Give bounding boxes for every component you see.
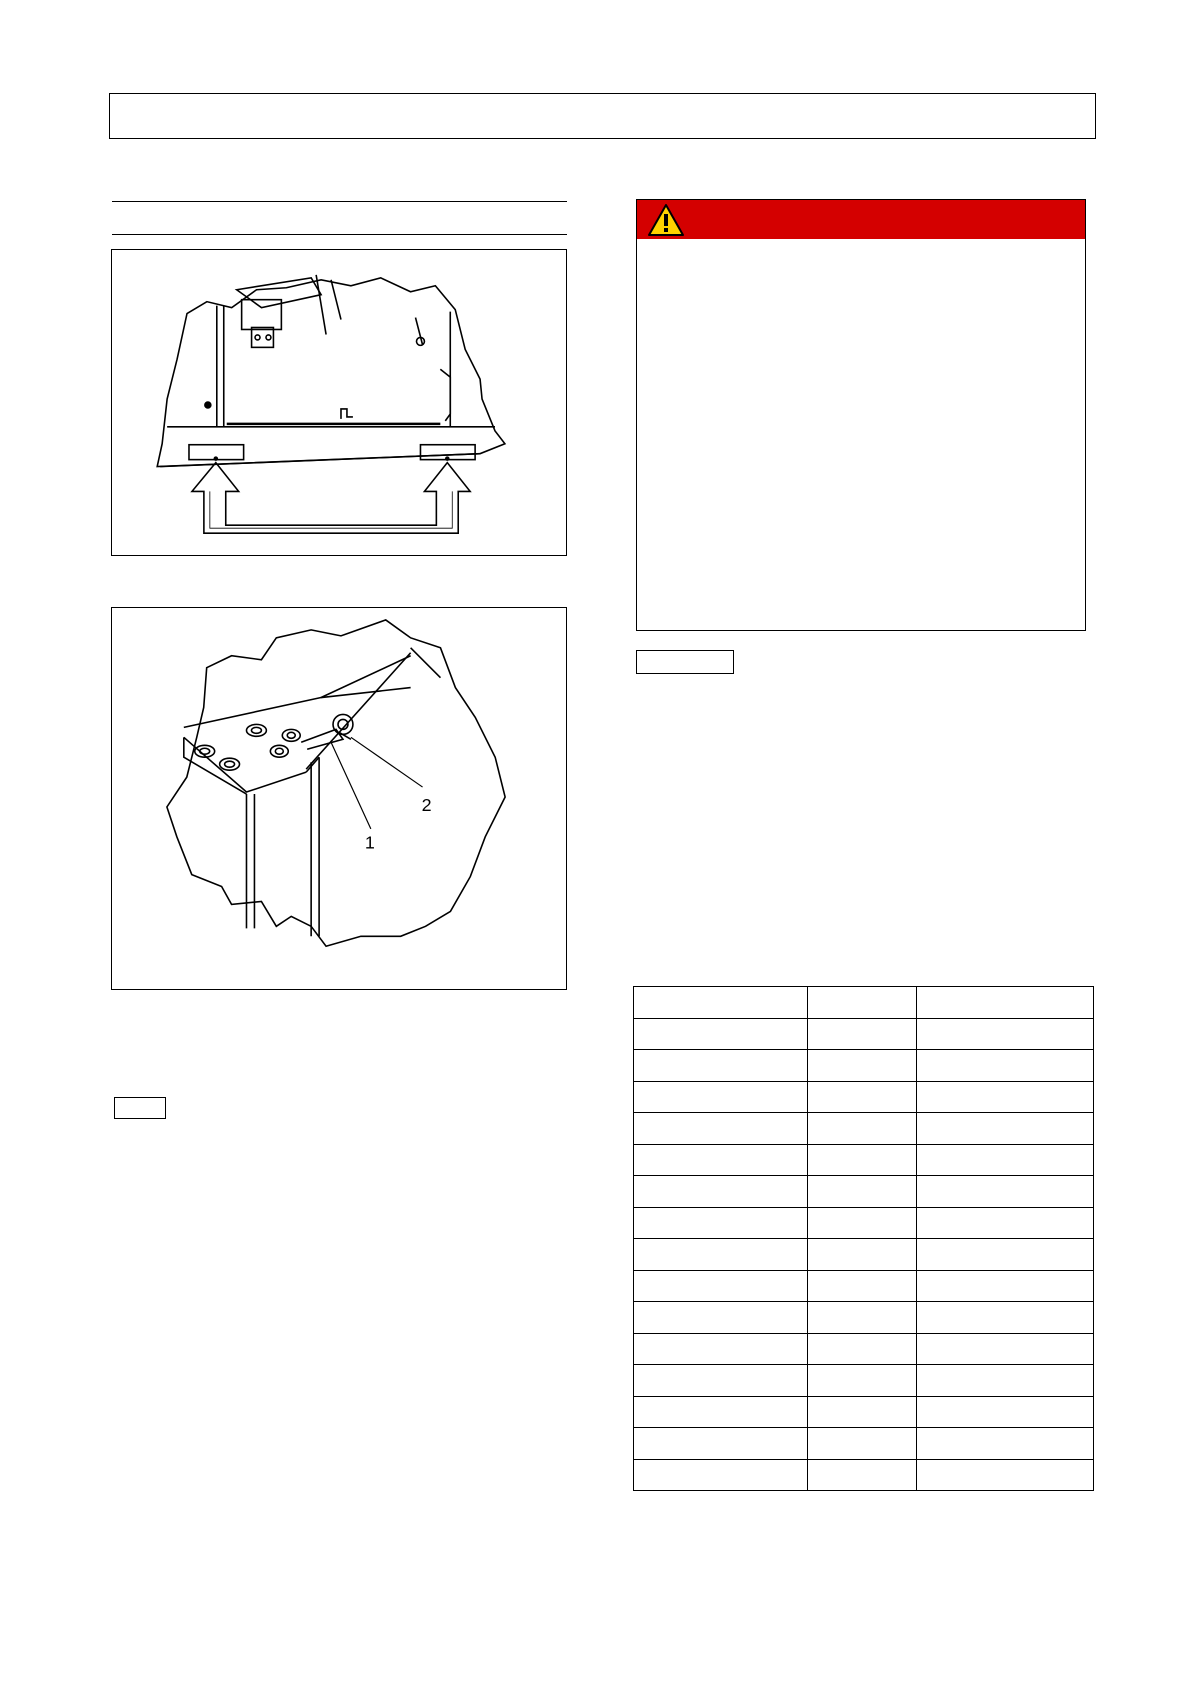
table-cell <box>634 1207 808 1239</box>
figure-side-view <box>111 249 567 556</box>
table-cell <box>808 987 917 1019</box>
warning-header-bar <box>637 200 1085 239</box>
table-cell <box>634 987 808 1019</box>
spec-table <box>633 986 1094 1491</box>
spec-table-body <box>634 987 1094 1491</box>
section-rule-top <box>112 201 567 202</box>
table-cell <box>808 1239 917 1271</box>
table-cell <box>634 1333 808 1365</box>
table-row <box>634 1113 1094 1145</box>
table-cell <box>917 987 1094 1019</box>
label-box-left <box>114 1097 166 1119</box>
table-cell <box>808 1428 917 1460</box>
table-cell <box>917 1113 1094 1145</box>
table-cell <box>917 1207 1094 1239</box>
table-cell <box>917 1081 1094 1113</box>
table-cell <box>634 1050 808 1082</box>
callout-2: 2 <box>421 794 432 815</box>
table-cell <box>808 1144 917 1176</box>
warning-triangle-icon <box>647 203 685 237</box>
table-row <box>634 1365 1094 1397</box>
page-header-box <box>109 93 1096 139</box>
table-row <box>634 1428 1094 1460</box>
corner-detail-drawing <box>112 608 566 989</box>
table-cell <box>917 1396 1094 1428</box>
table-cell <box>808 1270 917 1302</box>
table-row <box>634 1239 1094 1271</box>
table-cell <box>917 1365 1094 1397</box>
table-cell <box>808 1302 917 1334</box>
table-cell <box>634 1365 808 1397</box>
table-cell <box>808 1050 917 1082</box>
table-row <box>634 1176 1094 1208</box>
table-cell <box>917 1333 1094 1365</box>
table-cell <box>808 1459 917 1491</box>
table-cell <box>634 1239 808 1271</box>
table-row <box>634 1270 1094 1302</box>
table-cell <box>808 1176 917 1208</box>
side-view-drawing <box>112 250 566 555</box>
table-cell <box>808 1396 917 1428</box>
table-cell <box>808 1081 917 1113</box>
table-row <box>634 1396 1094 1428</box>
table-cell <box>917 1270 1094 1302</box>
table-cell <box>917 1428 1094 1460</box>
table-cell <box>917 1050 1094 1082</box>
table-cell <box>634 1270 808 1302</box>
table-cell <box>634 1459 808 1491</box>
table-row <box>634 1050 1094 1082</box>
table-row <box>634 987 1094 1019</box>
table-row <box>634 1333 1094 1365</box>
table-cell <box>634 1428 808 1460</box>
table-cell <box>808 1207 917 1239</box>
table-cell <box>917 1239 1094 1271</box>
table-cell <box>634 1144 808 1176</box>
table-cell <box>917 1144 1094 1176</box>
callout-1: 1 <box>364 832 375 853</box>
table-row <box>634 1144 1094 1176</box>
table-cell <box>634 1302 808 1334</box>
table-row <box>634 1018 1094 1050</box>
table-cell <box>634 1113 808 1145</box>
table-cell <box>634 1081 808 1113</box>
warning-box <box>636 199 1086 631</box>
table-cell <box>808 1333 917 1365</box>
table-row <box>634 1459 1094 1491</box>
table-cell <box>808 1113 917 1145</box>
table-cell <box>808 1365 917 1397</box>
section-rule-bottom <box>112 234 567 235</box>
table-cell <box>917 1459 1094 1491</box>
table-row <box>634 1207 1094 1239</box>
table-cell <box>634 1396 808 1428</box>
table-row <box>634 1302 1094 1334</box>
table-cell <box>917 1302 1094 1334</box>
table-row <box>634 1081 1094 1113</box>
table-cell <box>634 1176 808 1208</box>
table-cell <box>917 1018 1094 1050</box>
table-cell <box>917 1176 1094 1208</box>
table-cell <box>634 1018 808 1050</box>
figure-corner-detail <box>111 607 567 990</box>
table-cell <box>808 1018 917 1050</box>
label-box-right <box>636 650 734 674</box>
